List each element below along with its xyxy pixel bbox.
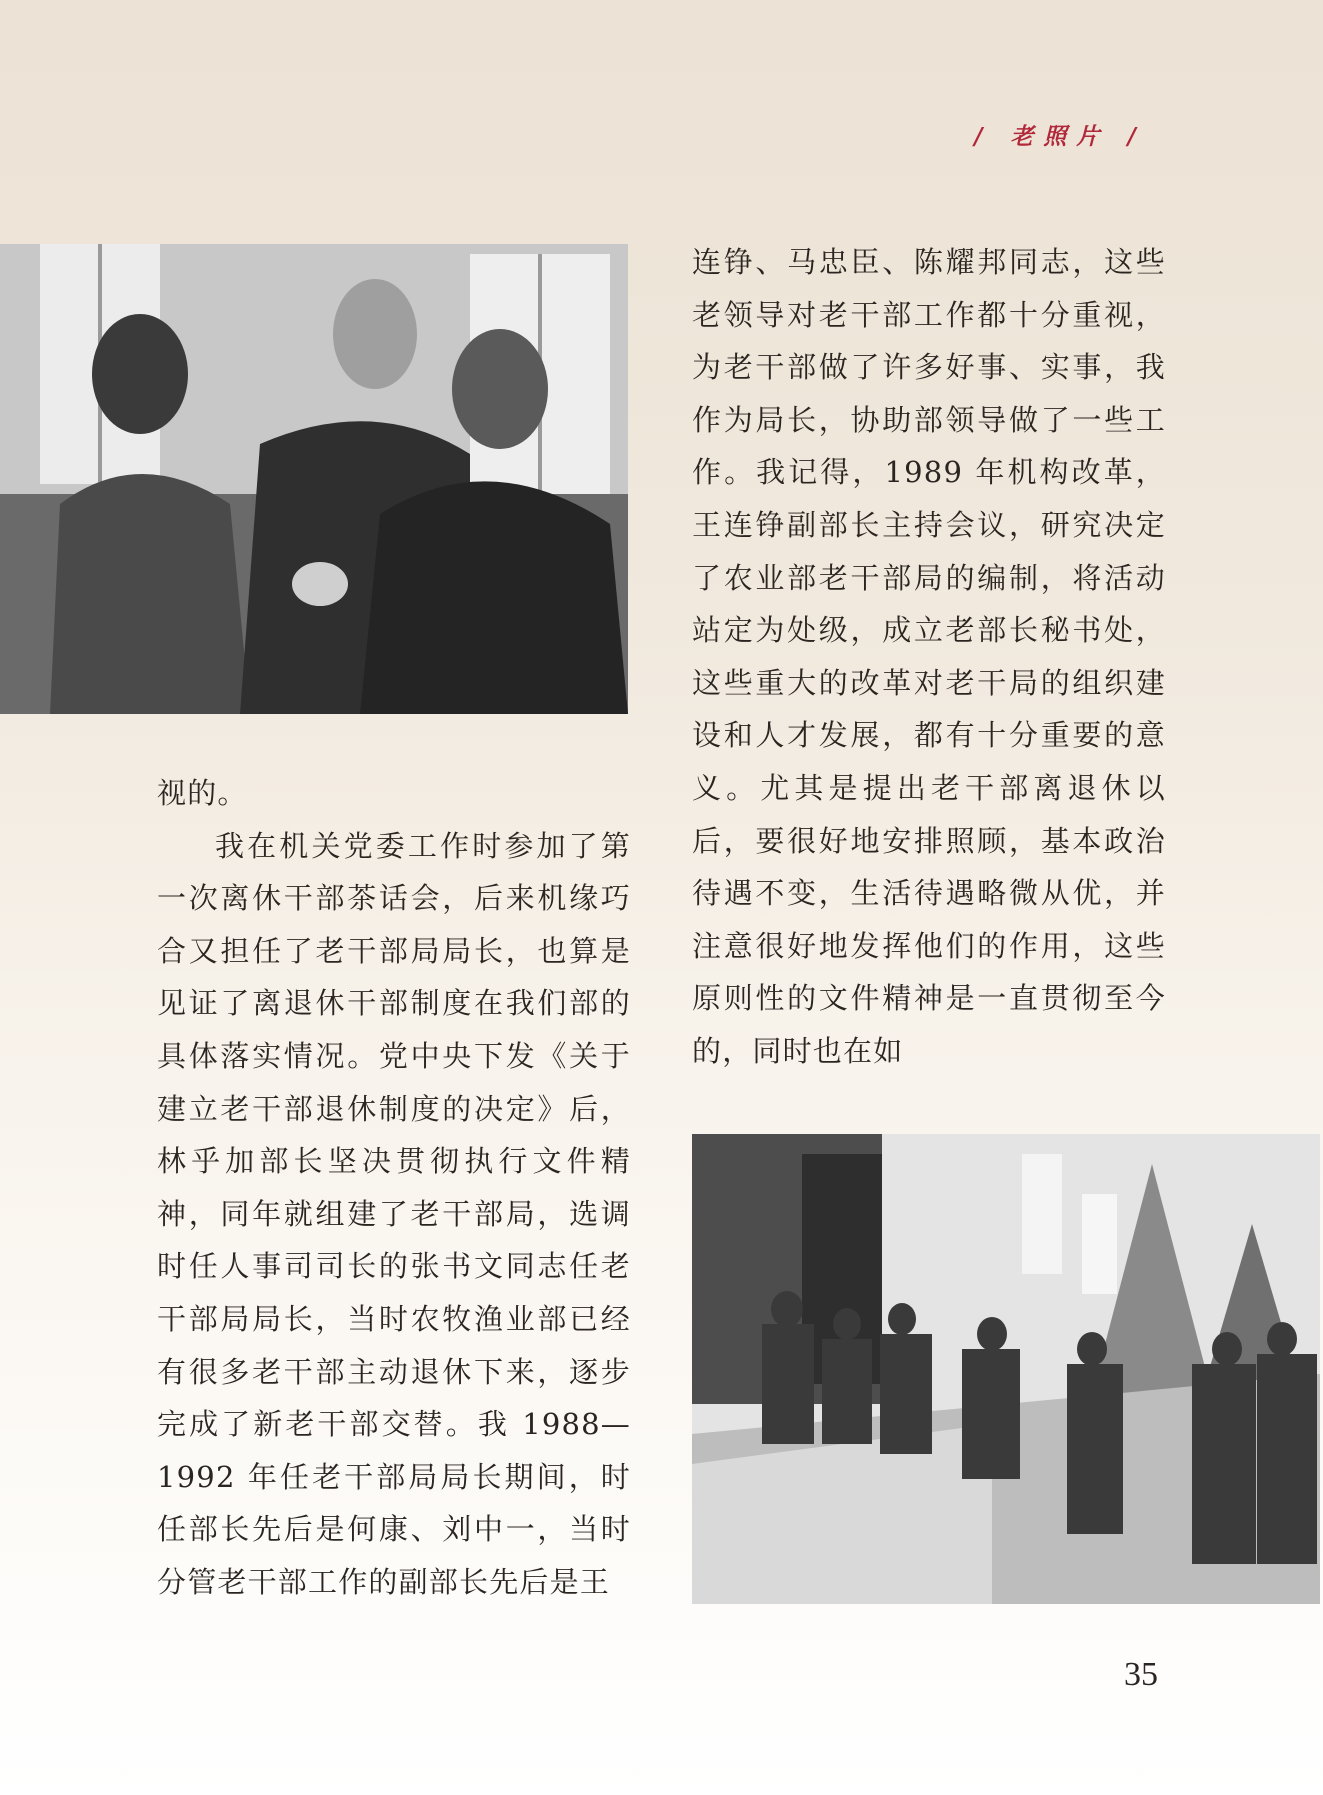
paragraph-right: 连铮、马忠臣、陈耀邦同志，这些老领导对老干部工作都十分重视，为老干部做了许多好事、实事，我作为局长，协助部领导做了一些工作。我记得，1989 年机构改革，王连铮副部长主持会议，研究决定了农业部老干部局的编制，将活动站定为处级，成立老部长秘书处，这些重大的改革对老干局的组织建设和人才发展，都有十分重要的意义。尤其是提出老干部离退休以后，要很好地安排照顾，基本政治待遇不变，生活待遇略微从优，并注意很好地发挥他们的作用，这些原则性的文件精神是一直贯彻至今的，同时也在如: [692, 245, 1166, 1068]
paragraph-continued: 视的。: [157, 776, 248, 810]
photo-icon: [692, 1134, 1320, 1604]
page-number: 35: [1124, 1656, 1158, 1693]
photo-icon: [0, 244, 628, 714]
left-text-column: [157, 767, 631, 1609]
right-text-column: [692, 236, 1166, 1078]
paragraph-main: 我在机关党委工作时参加了第一次离休干部茶话会，后来机缘巧合又担任了老干部局局长，也算是见证了离退休干部制度在我们部的具体落实情况。党中央下发《关于建立老干部退休制度的决定》后，林乎加部长坚决贯彻执行文件精神，同年就组建了老干部局，选调时任人事司司长的张书文同志任老干部局局长，当时农牧渔业部已经有很多老干部主动退休下来，逐步完成了新老干部交替。我 1988—1992 年任老干部局局长期间，时任部长先后是何康、刘中一，当时分管老干部工作的副部长先后是王: [157, 828, 631, 1599]
photo-group-entering-building: [692, 1134, 1320, 1604]
photo-meeting-three-men: [0, 244, 628, 714]
section-header: / 老照片 /: [974, 123, 1146, 150]
